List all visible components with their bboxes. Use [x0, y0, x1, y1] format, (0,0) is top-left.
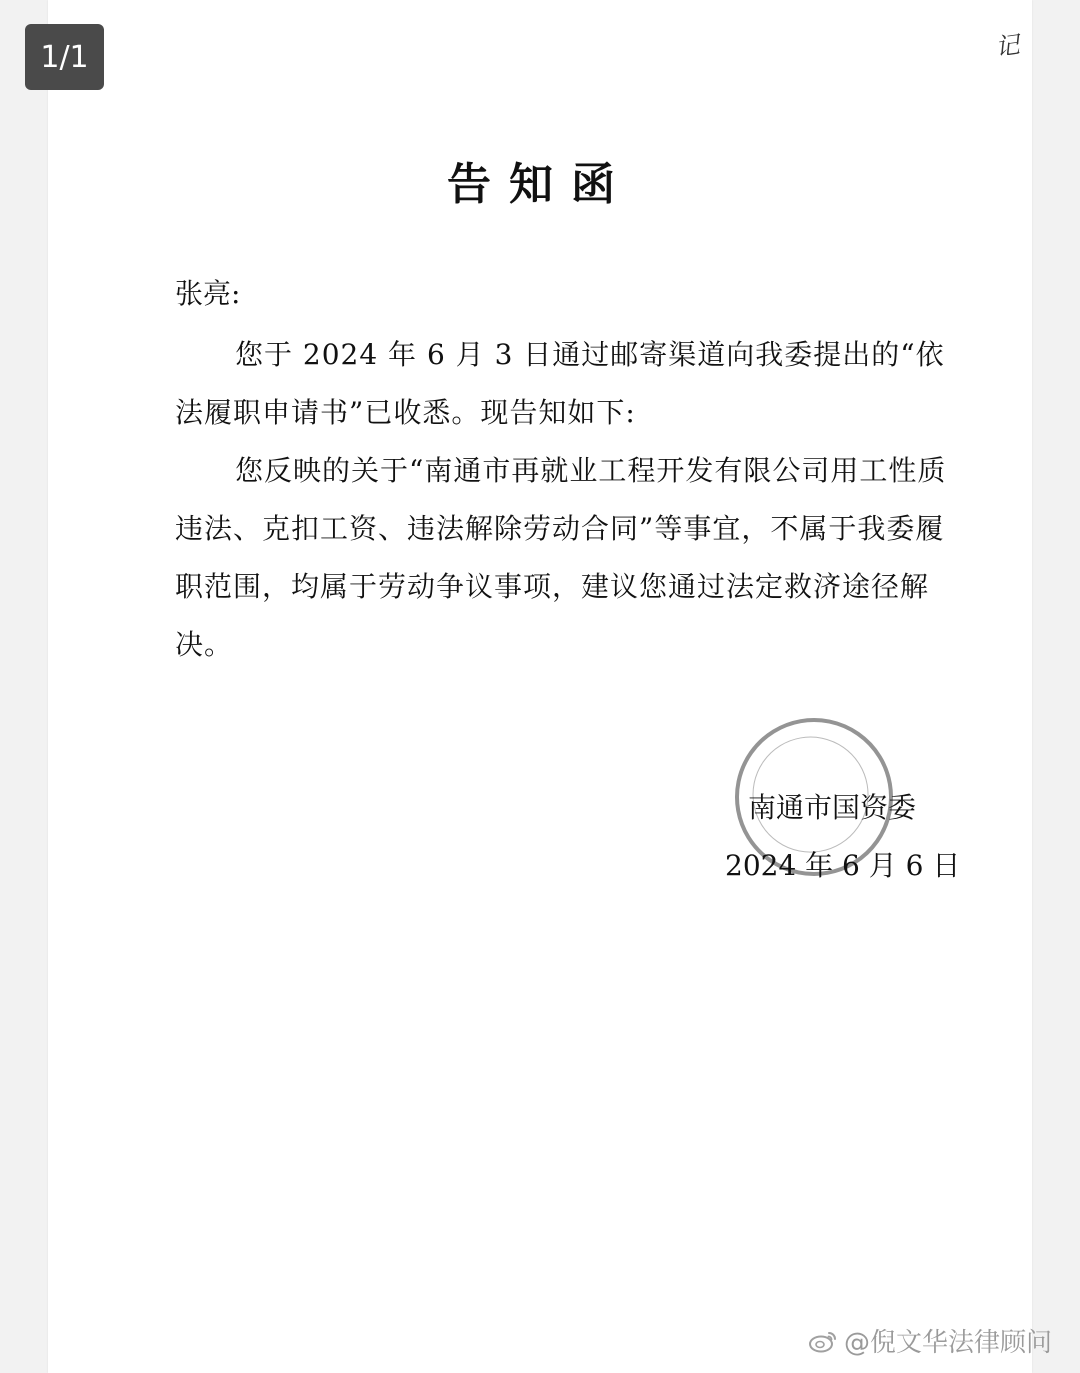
- paragraph-1: 您于 2024 年 6 月 3 日通过邮寄渠道向我委提出的“依法履职申请书”已收悉。现告知如下:: [175, 338, 945, 429]
- document-title: 告知函: [447, 159, 633, 210]
- paragraph-2: 您反映的关于“南通市再就业工程开发有限公司用工性质违法、克扣工资、违法解除劳动合同”等事宜，不属于我委履职范围，均属于劳动争议事项，建议您通过法定救济途径解决。: [175, 454, 947, 661]
- watermark: [808, 1322, 1052, 1359]
- document-date: 2024 年 6 月 6 日: [725, 849, 961, 882]
- corner-handwritten-mark: 记: [993, 30, 1022, 62]
- watermark-text: @倪文华法律顾问: [844, 1328, 1053, 1358]
- signer-organization: 南通市国资委: [748, 791, 917, 824]
- page-counter: 1/1: [25, 24, 104, 90]
- weibo-icon: [808, 1329, 838, 1353]
- salutation: 张亮:: [175, 277, 241, 310]
